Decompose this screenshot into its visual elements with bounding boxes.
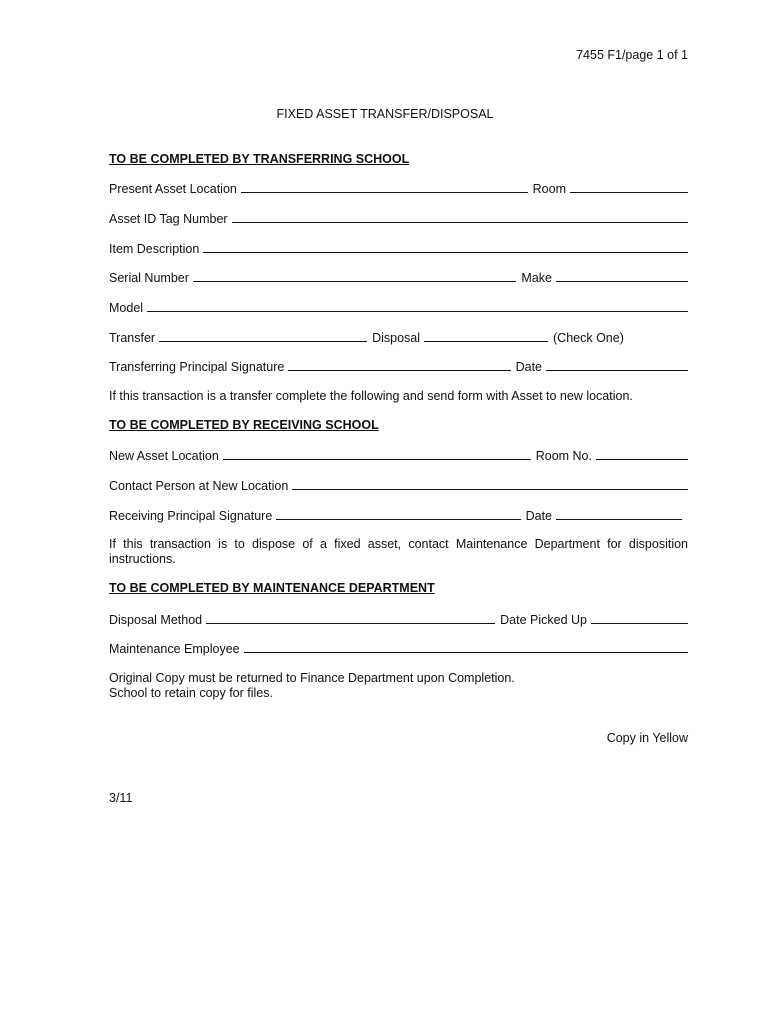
transferring-date-field[interactable] bbox=[546, 359, 688, 371]
form-title: FIXED ASSET TRANSFER/DISPOSAL bbox=[276, 107, 494, 121]
revision-date: 3/11 bbox=[109, 791, 133, 805]
transfer-note: If this transaction is a transfer complete the following and send form with Asset to new location. bbox=[109, 389, 633, 403]
transferring-signature-row bbox=[109, 359, 688, 375]
present-location-field[interactable] bbox=[241, 181, 528, 193]
original-copy-note: Original Copy must be returned to Finance Department upon Completion. bbox=[109, 671, 515, 685]
room-no-label: Room No. bbox=[535, 449, 592, 463]
date-picked-up-label: Date Picked Up bbox=[500, 613, 587, 627]
maintenance-employee-label: Maintenance Employee bbox=[109, 642, 240, 656]
transfer-check-field[interactable] bbox=[159, 330, 367, 342]
copy-color-note: Copy in Yellow bbox=[606, 731, 688, 745]
transfer-disposal-row bbox=[109, 330, 688, 346]
receiving-signature-label: Receiving Principal Signature bbox=[109, 509, 273, 523]
new-location-field[interactable] bbox=[223, 448, 531, 460]
model-field[interactable] bbox=[147, 300, 688, 312]
item-description-field[interactable] bbox=[203, 241, 688, 253]
asset-id-field[interactable] bbox=[232, 211, 688, 223]
maintenance-employee-field[interactable] bbox=[244, 641, 688, 653]
transferring-signature-field[interactable] bbox=[288, 359, 510, 371]
room-field[interactable] bbox=[570, 181, 688, 193]
new-location-row bbox=[109, 448, 688, 464]
serial-number-label: Serial Number bbox=[109, 271, 189, 285]
disposal-method-label: Disposal Method bbox=[109, 613, 203, 627]
present-location-label: Present Asset Location bbox=[109, 182, 237, 196]
model-row bbox=[109, 300, 688, 316]
room-no-field[interactable] bbox=[596, 448, 688, 460]
section-heading-transferring: TO BE COMPLETED BY TRANSFERRING SCHOOL bbox=[109, 152, 410, 166]
disposal-label: Disposal bbox=[372, 331, 421, 345]
school-copy-note: School to retain copy for files. bbox=[109, 686, 273, 700]
asset-id-label: Asset ID Tag Number bbox=[109, 212, 228, 226]
date-picked-up-field[interactable] bbox=[591, 612, 688, 624]
transferring-date-label: Date bbox=[515, 360, 542, 374]
make-field[interactable] bbox=[556, 270, 688, 282]
receiving-date-label: Date bbox=[525, 509, 552, 523]
model-label: Model bbox=[109, 301, 144, 315]
maintenance-employee-row bbox=[109, 641, 688, 657]
make-label: Make bbox=[521, 271, 552, 285]
check-one-label: (Check One) bbox=[553, 331, 624, 345]
item-description-row bbox=[109, 241, 688, 257]
transferring-signature-label: Transferring Principal Signature bbox=[109, 360, 285, 374]
serial-number-field[interactable] bbox=[193, 270, 517, 282]
new-location-label: New Asset Location bbox=[109, 449, 219, 463]
receiving-signature-row bbox=[109, 508, 688, 524]
item-description-label: Item Description bbox=[109, 242, 200, 256]
asset-id-row bbox=[109, 211, 688, 227]
section-heading-receiving: TO BE COMPLETED BY RECEIVING SCHOOL bbox=[109, 418, 379, 432]
disposal-method-field[interactable] bbox=[206, 612, 495, 624]
transfer-label: Transfer bbox=[109, 331, 156, 345]
disposal-method-row bbox=[109, 612, 688, 628]
receiving-signature-field[interactable] bbox=[276, 508, 520, 520]
section-heading-maintenance: TO BE COMPLETED BY MAINTENANCE DEPARTMENT bbox=[109, 581, 435, 595]
contact-person-field[interactable] bbox=[292, 478, 688, 490]
contact-person-label: Contact Person at New Location bbox=[109, 479, 289, 493]
present-location-row bbox=[109, 181, 688, 197]
serial-make-row bbox=[109, 270, 688, 286]
receiving-date-field[interactable] bbox=[556, 508, 682, 520]
form-id: 7455 F1/page 1 of 1 bbox=[576, 48, 688, 62]
contact-person-row bbox=[109, 478, 688, 494]
disposal-note: If this transaction is to dispose of a fixed asset, contact Maintenance Department for disposition instructions. bbox=[109, 537, 688, 566]
disposal-check-field[interactable] bbox=[424, 330, 548, 342]
room-label: Room bbox=[532, 182, 566, 196]
